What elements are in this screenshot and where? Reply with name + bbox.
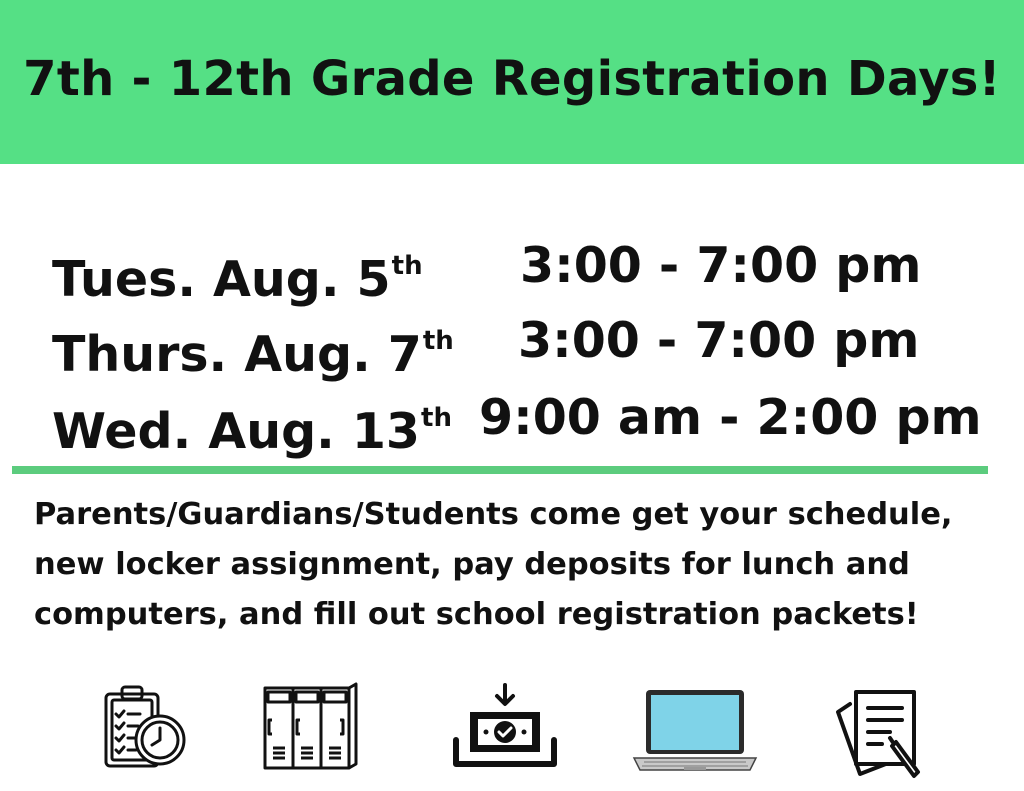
schedule-time: 3:00 - 7:00 pm [518,312,920,369]
page-title: 7th - 12th Grade Registration Days! [23,51,1001,107]
day-suffix: th [421,403,452,433]
schedule-day-text: Wed. Aug. 13 [52,403,421,460]
document-pen-icon [832,682,928,782]
schedule-row [0,234,1024,306]
schedule-day-text: Thurs. Aug. 7 [52,326,422,383]
schedule-time: 3:00 - 7:00 pm [520,237,922,294]
divider [12,466,988,474]
schedule-day-text: Tues. Aug. 5 [52,251,391,308]
money-deposit-icon [452,682,558,777]
schedule-row [0,309,1024,381]
schedule-day [52,234,423,312]
locker-icon [262,682,358,772]
laptop-icon [632,682,758,776]
clipboard-clock-icon [100,682,190,772]
schedule-day [52,386,452,464]
description-text: Parents/Guardians/Students come get your schedule, new locker assignment, pay deposits for lunch and computers, and fill out school registration packets! [34,497,953,632]
schedule-day [52,309,454,387]
title-banner [0,0,1024,164]
schedule-row [0,386,1024,458]
day-suffix: th [422,326,454,356]
schedule-time: 9:00 am - 2:00 pm [479,389,982,446]
day-suffix: th [391,251,423,281]
